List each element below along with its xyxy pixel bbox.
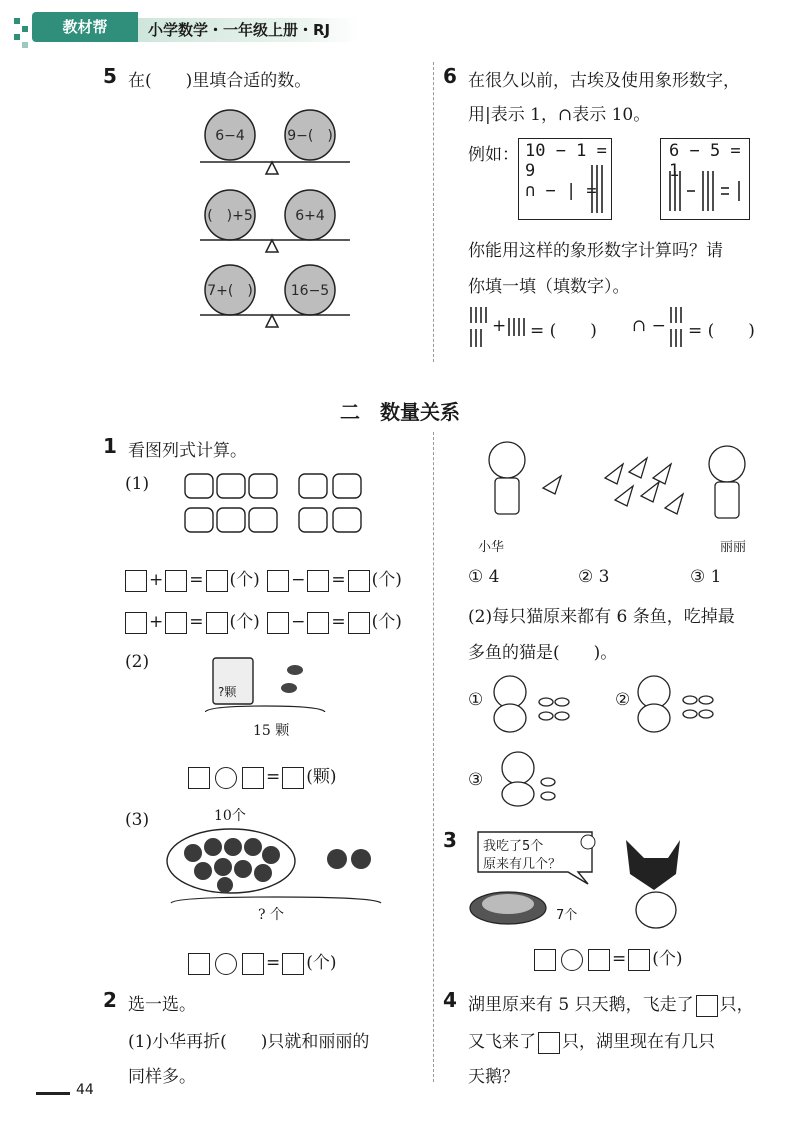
footer-rule <box>36 1092 70 1095</box>
answer-box[interactable] <box>206 570 228 592</box>
apple-expression: 9−( ) <box>287 128 333 144</box>
q2-sub1: 同样多。 <box>128 1067 196 1087</box>
answer-box[interactable] <box>588 949 610 971</box>
tally-strokes <box>468 305 494 349</box>
q4-text-line: 又飞来了 只，湖里现在有几只 <box>468 1032 715 1052</box>
answer-box[interactable] <box>696 995 718 1017</box>
q1-prompt: 看图列式计算。 <box>128 441 247 461</box>
tally-strokes <box>506 316 530 338</box>
q2-sub2: (2)每只猫原来都有 6 条鱼，吃掉最 <box>468 607 735 627</box>
q2-prompt: 选一选。 <box>128 995 196 1015</box>
operator-circle[interactable] <box>215 767 237 789</box>
cats-with-fish-figure <box>484 670 784 810</box>
answer-box[interactable] <box>282 767 304 789</box>
answer-box[interactable] <box>165 612 187 634</box>
question-number: 2 <box>103 988 117 1012</box>
answer-box[interactable] <box>267 570 289 592</box>
tally-strokes <box>589 163 607 215</box>
answer-box[interactable] <box>188 953 210 975</box>
answer-box[interactable] <box>242 767 264 789</box>
column-divider <box>433 62 434 362</box>
example-equation: ∩ − | = <box>525 181 597 201</box>
equation-row: = (个) <box>186 948 337 975</box>
question-number: 1 <box>103 434 117 458</box>
example-label: 例如： <box>468 145 519 165</box>
apple-expression: ( )+5 <box>207 208 253 224</box>
q2-sub1: (1)小华再折( )只就和丽丽的 <box>128 1032 370 1052</box>
equation-row: + = (个) − = (个) <box>123 565 402 592</box>
cat-label: ① <box>468 690 484 710</box>
name-label: 丽丽 <box>720 540 747 555</box>
count-label: 7个 <box>556 908 578 923</box>
answer-box[interactable] <box>538 1032 560 1054</box>
answer-blank[interactable]: = ( ) <box>530 321 597 341</box>
q5-prompt: 在( )里填合适的数。 <box>128 71 312 91</box>
example-box <box>660 138 750 220</box>
header-decor <box>22 42 28 48</box>
q4-text-line: 天鹅？ <box>468 1067 519 1087</box>
tally-strokes <box>668 305 686 349</box>
answer-blank[interactable]: = ( ) <box>688 321 755 341</box>
answer-box[interactable] <box>267 612 289 634</box>
example-equation: 6 − 5 = 1 <box>669 141 741 181</box>
tally-strokes <box>667 167 747 215</box>
answer-box[interactable] <box>282 953 304 975</box>
header-decor <box>14 34 20 40</box>
question-number: 6 <box>443 64 457 88</box>
part-label: (3) <box>125 810 150 830</box>
apple-expression: 6+4 <box>295 208 325 224</box>
brand-tab: 教材帮 <box>32 12 138 42</box>
equation-row: = (颗) <box>186 762 337 789</box>
answer-box[interactable] <box>628 949 650 971</box>
apple-expression: 7+( ) <box>207 283 253 299</box>
q6-text: 在很久以前，古埃及使用象形数字， <box>468 71 740 91</box>
answer-box[interactable] <box>188 767 210 789</box>
answer-box[interactable] <box>125 612 147 634</box>
header-decor <box>22 26 28 32</box>
answer-box[interactable] <box>534 949 556 971</box>
question-number: 3 <box>443 828 457 852</box>
bag-label: ?颗 <box>218 685 237 699</box>
apple-expression: 6−4 <box>215 128 245 144</box>
cat-label: ③ <box>468 770 484 790</box>
operator-circle[interactable] <box>215 953 237 975</box>
equation-row: + = (个) − = (个) <box>123 607 402 634</box>
header-decor <box>14 18 20 24</box>
lion-dance-heads-figure <box>183 470 373 540</box>
count-label: 10个 <box>214 808 246 824</box>
question-number: 4 <box>443 988 457 1012</box>
part-label: (2) <box>125 652 150 672</box>
question-number: 5 <box>103 64 117 88</box>
book-title: 小学数学・一年级上册・RJ <box>138 18 360 42</box>
q6-text: 你能用这样的象形数字计算吗？请 <box>468 241 723 261</box>
operator-circle[interactable] <box>561 949 583 971</box>
column-divider <box>433 432 434 1082</box>
apple-expression: 16−5 <box>290 283 330 299</box>
total-label: ? 个 <box>258 907 284 923</box>
equation-row: = (个) <box>532 944 683 971</box>
q6-text: 用|表示 1，∩表示 10。 <box>468 105 651 125</box>
choice-option[interactable]: ② 3 <box>578 567 610 587</box>
bubble-text: 原来有几个？ <box>483 857 562 872</box>
section-title: 二 数量关系 <box>340 400 460 424</box>
q4-text-line: 湖里原来有 5 只天鹅，飞走了 只， <box>468 995 754 1015</box>
answer-box[interactable] <box>348 612 370 634</box>
apple-balance-figure <box>190 100 370 340</box>
example-equation: 10 − 1 = 9 <box>525 141 607 181</box>
answer-box[interactable] <box>165 570 187 592</box>
choice-option[interactable]: ① 4 <box>468 567 500 587</box>
answer-box[interactable] <box>242 953 264 975</box>
example-box <box>518 138 612 220</box>
answer-box[interactable] <box>307 612 329 634</box>
page-number: 44 <box>76 1082 94 1098</box>
answer-box[interactable] <box>348 570 370 592</box>
fox-and-plate-figure <box>468 830 688 930</box>
q2-sub2: 多鱼的猫是( )。 <box>468 643 618 663</box>
name-label: 小华 <box>478 540 505 555</box>
total-label: 15 颗 <box>253 723 290 739</box>
q6-expression: ∩ − <box>632 316 666 336</box>
choice-option[interactable]: ③ 1 <box>690 567 722 587</box>
strawberry-plate-figure <box>165 825 395 915</box>
paper-cranes-figure <box>465 438 765 538</box>
part-label: (1) <box>125 474 150 494</box>
answer-box[interactable] <box>125 570 147 592</box>
plus-sign: + <box>492 316 507 336</box>
candy-bag-figure <box>205 652 335 712</box>
cat-label: ② <box>615 690 631 710</box>
q6-text: 你填一填（填数字）。 <box>468 277 630 297</box>
bubble-text: 我吃了5个 <box>483 839 544 854</box>
answer-box[interactable] <box>206 612 228 634</box>
answer-box[interactable] <box>307 570 329 592</box>
